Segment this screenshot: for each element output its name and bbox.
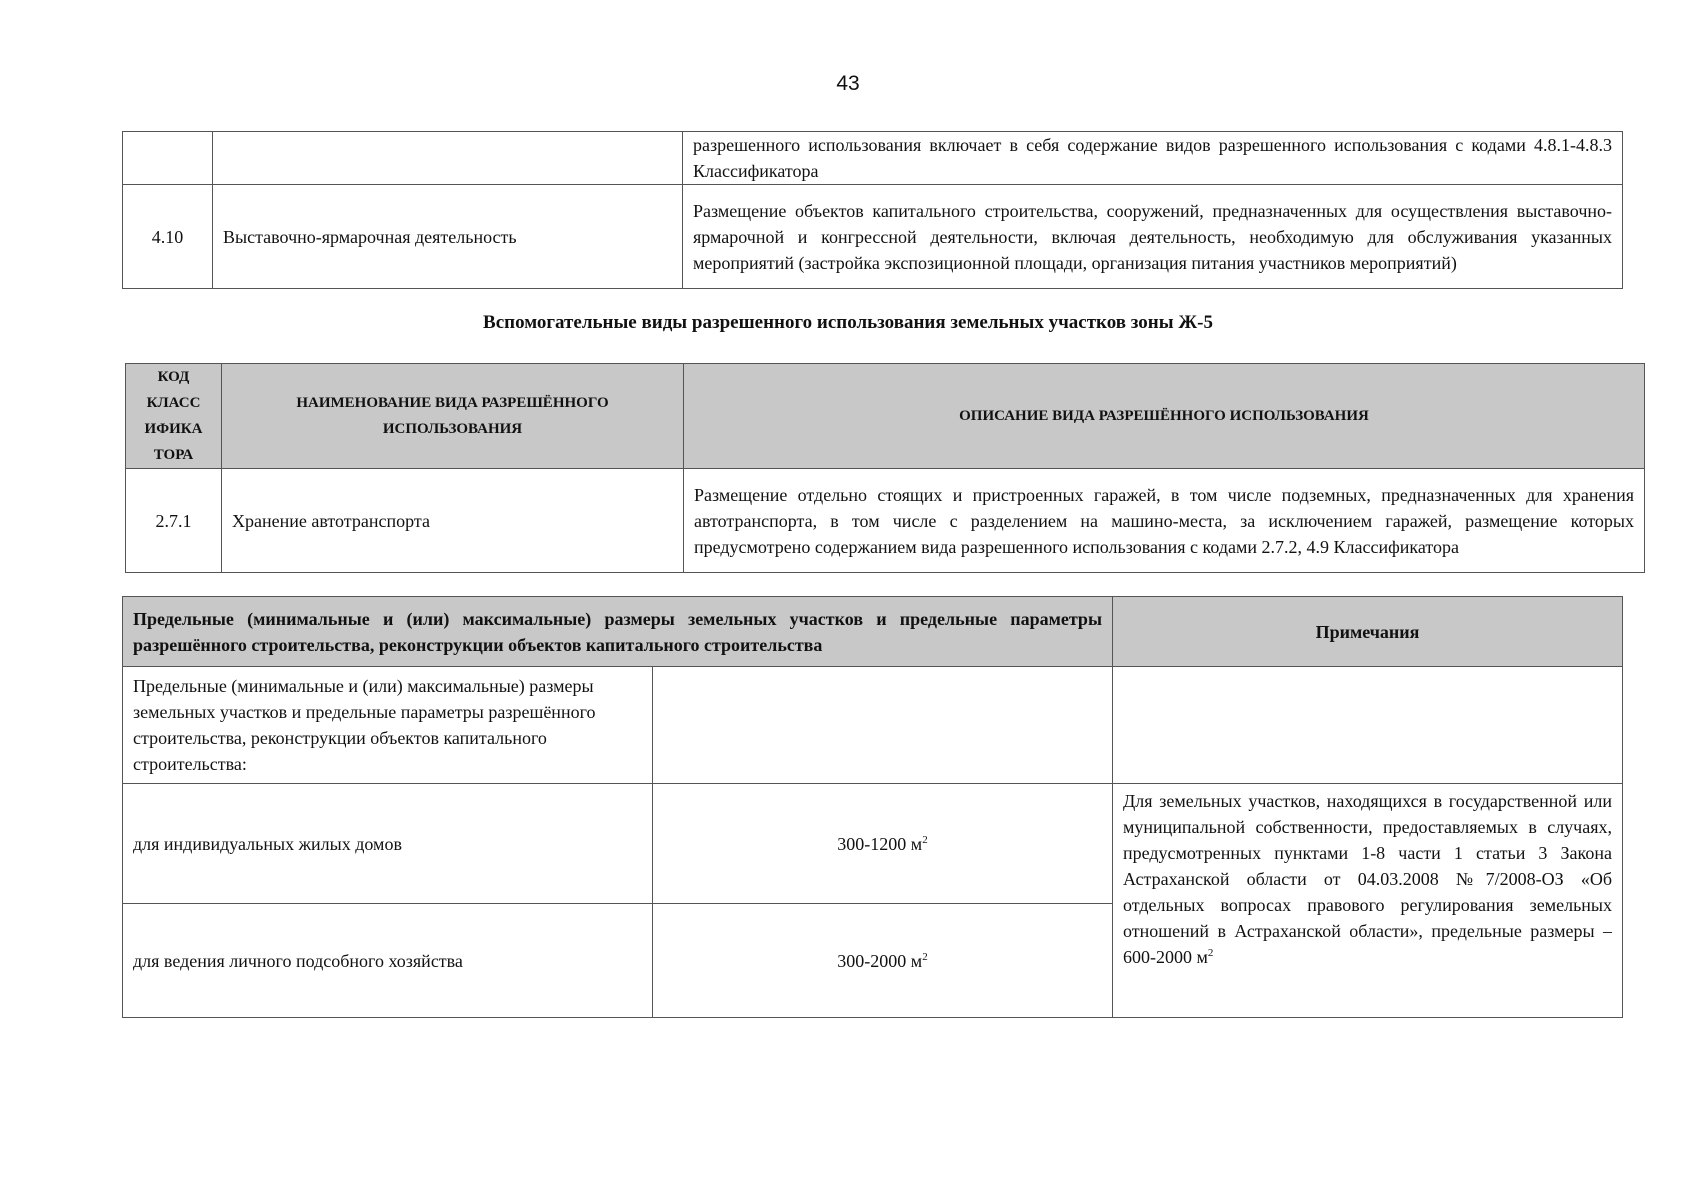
value-text: 300-1200 м bbox=[837, 833, 923, 854]
section-heading: Вспомогательные виды разрешенного использования земельных участков зоны Ж-5 bbox=[483, 312, 1213, 333]
header-code-line: КОД bbox=[157, 369, 190, 385]
auxiliary-uses-table bbox=[125, 363, 1645, 573]
permitted-uses-table-continued bbox=[122, 131, 1623, 289]
table-header-row bbox=[123, 597, 1623, 667]
header-name: НАИМЕНОВАНИЕ ВИДА РАЗРЕШЁННОГО ИСПОЛЬЗОВАНИЯ bbox=[222, 364, 684, 469]
header-code-line: ТОРА bbox=[153, 447, 194, 463]
limit-parameters-table bbox=[122, 596, 1623, 1018]
label-cell: для индивидуальных жилых домов bbox=[123, 784, 653, 904]
table-row bbox=[123, 185, 1623, 289]
unit-superscript: 2 bbox=[922, 833, 928, 846]
note-superscript: 2 bbox=[1207, 947, 1214, 959]
table-row bbox=[123, 784, 1623, 904]
header-description: ОПИСАНИЕ ВИДА РАЗРЕШЁННОГО ИСПОЛЬЗОВАНИЯ bbox=[684, 364, 1645, 469]
header-params: Предельные (минимальные и (или) максимальные) размеры земельных участков и предельные параметры разрешённого строительства, реконструкции объектов капитального строительства bbox=[123, 597, 1113, 667]
page-number: 43 bbox=[836, 72, 860, 95]
header-code bbox=[126, 364, 222, 469]
label-cell: для ведения личного подсобного хозяйства bbox=[123, 904, 653, 1018]
note-text: Для земельных участков, находящихся в государственной или муниципальной собственности, предоставляемых в случаях, предусмотренных пунктами 1-8 части 1 статьи 3 Закона Астраханской области от 04.03.2008 №7/2008-ОЗ «Об отдельных вопросах правового регулирования земельных отношений в Астраханской области», предельные размеры – 600-2000 м bbox=[1123, 791, 1612, 967]
unit-superscript: 2 bbox=[922, 950, 928, 963]
code-cell: 4.10 bbox=[123, 185, 213, 289]
description-cell: Размещение объектов капитального строительства, сооружений, предназначенных для осуществления выставочно-ярмарочной и конгрессной деятельности, включая деятельность, необходимую для обслуживания указанных мероприятий (застройка экспозиционной площади, организация питания участников мероприятий) bbox=[683, 185, 1623, 289]
table-header-row bbox=[126, 364, 1645, 469]
header-notes: Примечания bbox=[1113, 597, 1623, 667]
table-row bbox=[123, 667, 1623, 784]
empty-cell bbox=[1113, 667, 1623, 784]
code-cell: 2.7.1 bbox=[126, 469, 222, 573]
empty-cell bbox=[653, 667, 1113, 784]
code-cell bbox=[123, 132, 213, 185]
header-code-line: КЛАСС bbox=[146, 395, 201, 411]
note-cell bbox=[1113, 784, 1623, 1018]
table-row bbox=[126, 469, 1645, 573]
name-cell: Хранение автотранспорта bbox=[222, 469, 684, 573]
value-text: 300-2000 м bbox=[837, 950, 923, 971]
name-cell bbox=[213, 132, 683, 185]
value-cell bbox=[653, 904, 1113, 1018]
name-cell: Выставочно-ярмарочная деятельность bbox=[213, 185, 683, 289]
header-code-line: ИФИКА bbox=[144, 421, 203, 437]
intro-cell: Предельные (минимальные и (или) максимальные) размеры земельных участков и предельные параметры разрешённого строительства, реконструкции объектов капитального строительства: bbox=[123, 667, 653, 784]
description-cell: разрешенного использования включает в себя содержание видов разрешенного использования с кодами 4.8.1-4.8.3 Классификатора bbox=[683, 132, 1623, 185]
table-row bbox=[123, 132, 1623, 185]
description-cell: Размещение отдельно стоящих и пристроенных гаражей, в том числе подземных, предназначенных для хранения автотранспорта, в том числе с разделением на машино-места, за исключением гаражей, размещение которых предусмотрено содержанием вида разрешенного использования с кодами 2.7.2, 4.9 Классификатора bbox=[684, 469, 1645, 573]
value-cell bbox=[653, 784, 1113, 904]
